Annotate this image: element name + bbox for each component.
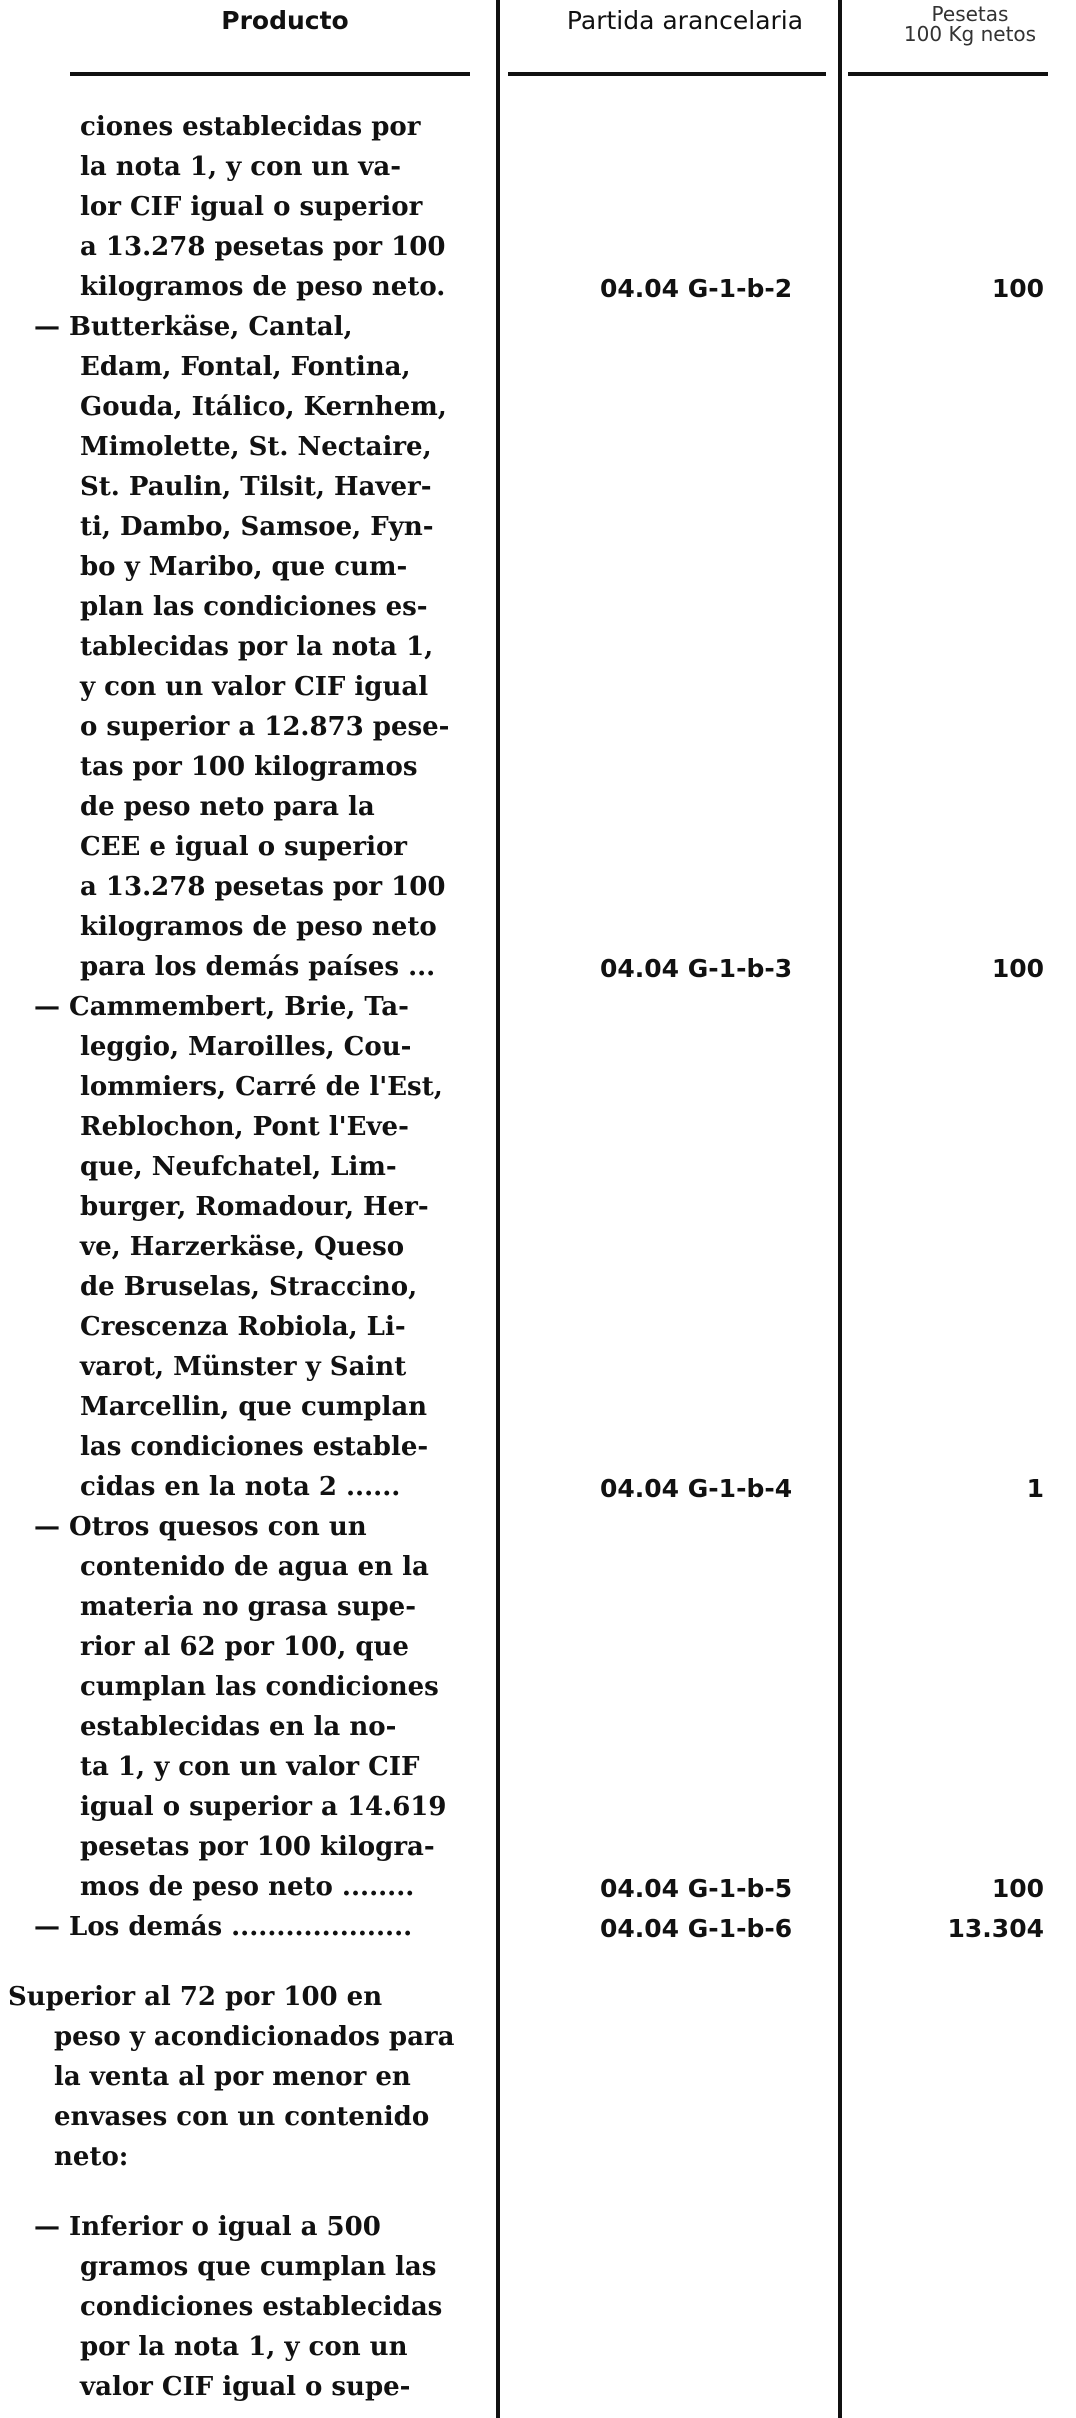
product-text-line: contenido de agua en la	[80, 1552, 429, 1582]
product-text-line: kilogramos de peso neto	[80, 912, 437, 942]
product-text-line: bo y Maribo, que cum-	[80, 552, 408, 582]
header-rule-mid	[508, 72, 826, 76]
product-text-line: ti, Dambo, Samsoe, Fyn-	[80, 512, 434, 542]
partida-code: 04.04 G-1-b-6	[600, 1914, 793, 1943]
price-value: 100	[991, 1874, 1044, 1903]
product-text-line: valor CIF igual o supe-	[80, 2372, 411, 2402]
product-text-line: ciones establecidas por	[80, 112, 421, 142]
partida-code: 04.04 G-1-b-4	[600, 1474, 793, 1503]
product-text-line: tas por 100 kilogramos	[80, 752, 418, 782]
header-pesetas	[880, 4, 1060, 44]
product-text-line: la venta al por menor en	[54, 2062, 411, 2092]
product-text-line: cumplan las condiciones	[80, 1672, 439, 1702]
product-text-line: que, Neufchatel, Lim-	[80, 1152, 397, 1182]
product-text-line: la nota 1, y con un va-	[80, 152, 402, 182]
product-text-line: neto:	[54, 2142, 129, 2172]
header-partida: Partida arancelaria	[566, 6, 804, 35]
product-text-line: tablecidas por la nota 1,	[80, 632, 434, 662]
price-value: 100	[991, 954, 1044, 983]
product-text-line: — Inferior o igual a 500	[34, 2212, 381, 2242]
product-text-line: St. Paulin, Tilsit, Haver-	[80, 472, 432, 502]
product-text-line: rior al 62 por 100, que	[80, 1632, 409, 1662]
product-text-line: ta 1, y con un valor CIF	[80, 1752, 420, 1782]
product-text-line: para los demás países ...	[80, 952, 436, 982]
product-text-line: las condiciones estable-	[80, 1432, 429, 1462]
product-text-line: CEE e igual o superior	[80, 832, 407, 862]
product-text-line: kilogramos de peso neto.	[80, 272, 446, 302]
product-text-line: establecidas en la no-	[80, 1712, 397, 1742]
product-text-line: Mimolette, St. Nectaire,	[80, 432, 432, 462]
product-text-line: Gouda, Itálico, Kernhem,	[80, 392, 447, 422]
product-text-line: — Butterkäse, Cantal,	[34, 312, 353, 342]
product-text-line: Superior al 72 por 100 en	[8, 1982, 383, 2012]
product-text-line: — Otros quesos con un	[34, 1512, 367, 1542]
price-value: 1	[1026, 1474, 1044, 1503]
product-text-line: ve, Harzerkäse, Queso	[80, 1232, 405, 1262]
column-divider-2	[838, 0, 842, 2418]
product-text-line: plan las condiciones es-	[80, 592, 428, 622]
product-text-line: lommiers, Carré de l'Est,	[80, 1072, 443, 1102]
price-value: 100	[991, 274, 1044, 303]
price-value: 13.304	[947, 1914, 1044, 1943]
product-text-line: pesetas por 100 kilogra-	[80, 1832, 435, 1862]
product-text-line: Reblochon, Pont l'Eve-	[80, 1112, 409, 1142]
header-rule-left	[70, 72, 470, 76]
product-text-line: y con un valor CIF igual	[80, 672, 429, 702]
header-pesetas-line1: Pesetas	[931, 2, 1009, 26]
product-text-line: a 13.278 pesetas por 100	[80, 232, 446, 262]
product-text-line: burger, Romadour, Her-	[80, 1192, 429, 1222]
partida-code: 04.04 G-1-b-5	[600, 1874, 793, 1903]
header-producto: Producto	[221, 6, 349, 35]
header-rule-right	[848, 72, 1048, 76]
product-text-line: mos de peso neto ........	[80, 1872, 415, 1902]
product-text-line: gramos que cumplan las	[80, 2252, 437, 2282]
product-text-line: Edam, Fontal, Fontina,	[80, 352, 411, 382]
product-text-line: envases con un contenido	[54, 2102, 430, 2132]
product-text-line: condiciones establecidas	[80, 2292, 443, 2322]
product-text-line: de Bruselas, Straccino,	[80, 1272, 418, 1302]
header-pesetas-line2: 100 Kg netos	[903, 22, 1037, 46]
product-text-line: por la nota 1, y con un	[80, 2332, 408, 2362]
partida-code: 04.04 G-1-b-2	[600, 274, 793, 303]
product-text-line: a 13.278 pesetas por 100	[80, 872, 446, 902]
product-text-line: peso y acondicionados para	[54, 2022, 455, 2052]
product-text-line: varot, Münster y Saint	[80, 1352, 407, 1382]
product-text-line: — Cammembert, Brie, Ta-	[34, 992, 409, 1022]
product-text-line: de peso neto para la	[80, 792, 375, 822]
product-text-line: leggio, Maroilles, Cou-	[80, 1032, 412, 1062]
product-text-line: Marcellin, que cumplan	[80, 1392, 428, 1422]
product-text-line: cidas en la nota 2 ......	[80, 1472, 401, 1502]
column-divider-1	[496, 0, 500, 2418]
product-text-line: — Los demás ....................	[34, 1912, 413, 1942]
product-text-line: o superior a 12.873 pese-	[80, 712, 450, 742]
product-text-line: lor CIF igual o superior	[80, 192, 423, 222]
product-text-line: igual o superior a 14.619	[80, 1792, 447, 1822]
product-text-line: materia no grasa supe-	[80, 1592, 416, 1622]
product-text-line: Crescenza Robiola, Li-	[80, 1312, 406, 1342]
partida-code: 04.04 G-1-b-3	[600, 954, 793, 983]
